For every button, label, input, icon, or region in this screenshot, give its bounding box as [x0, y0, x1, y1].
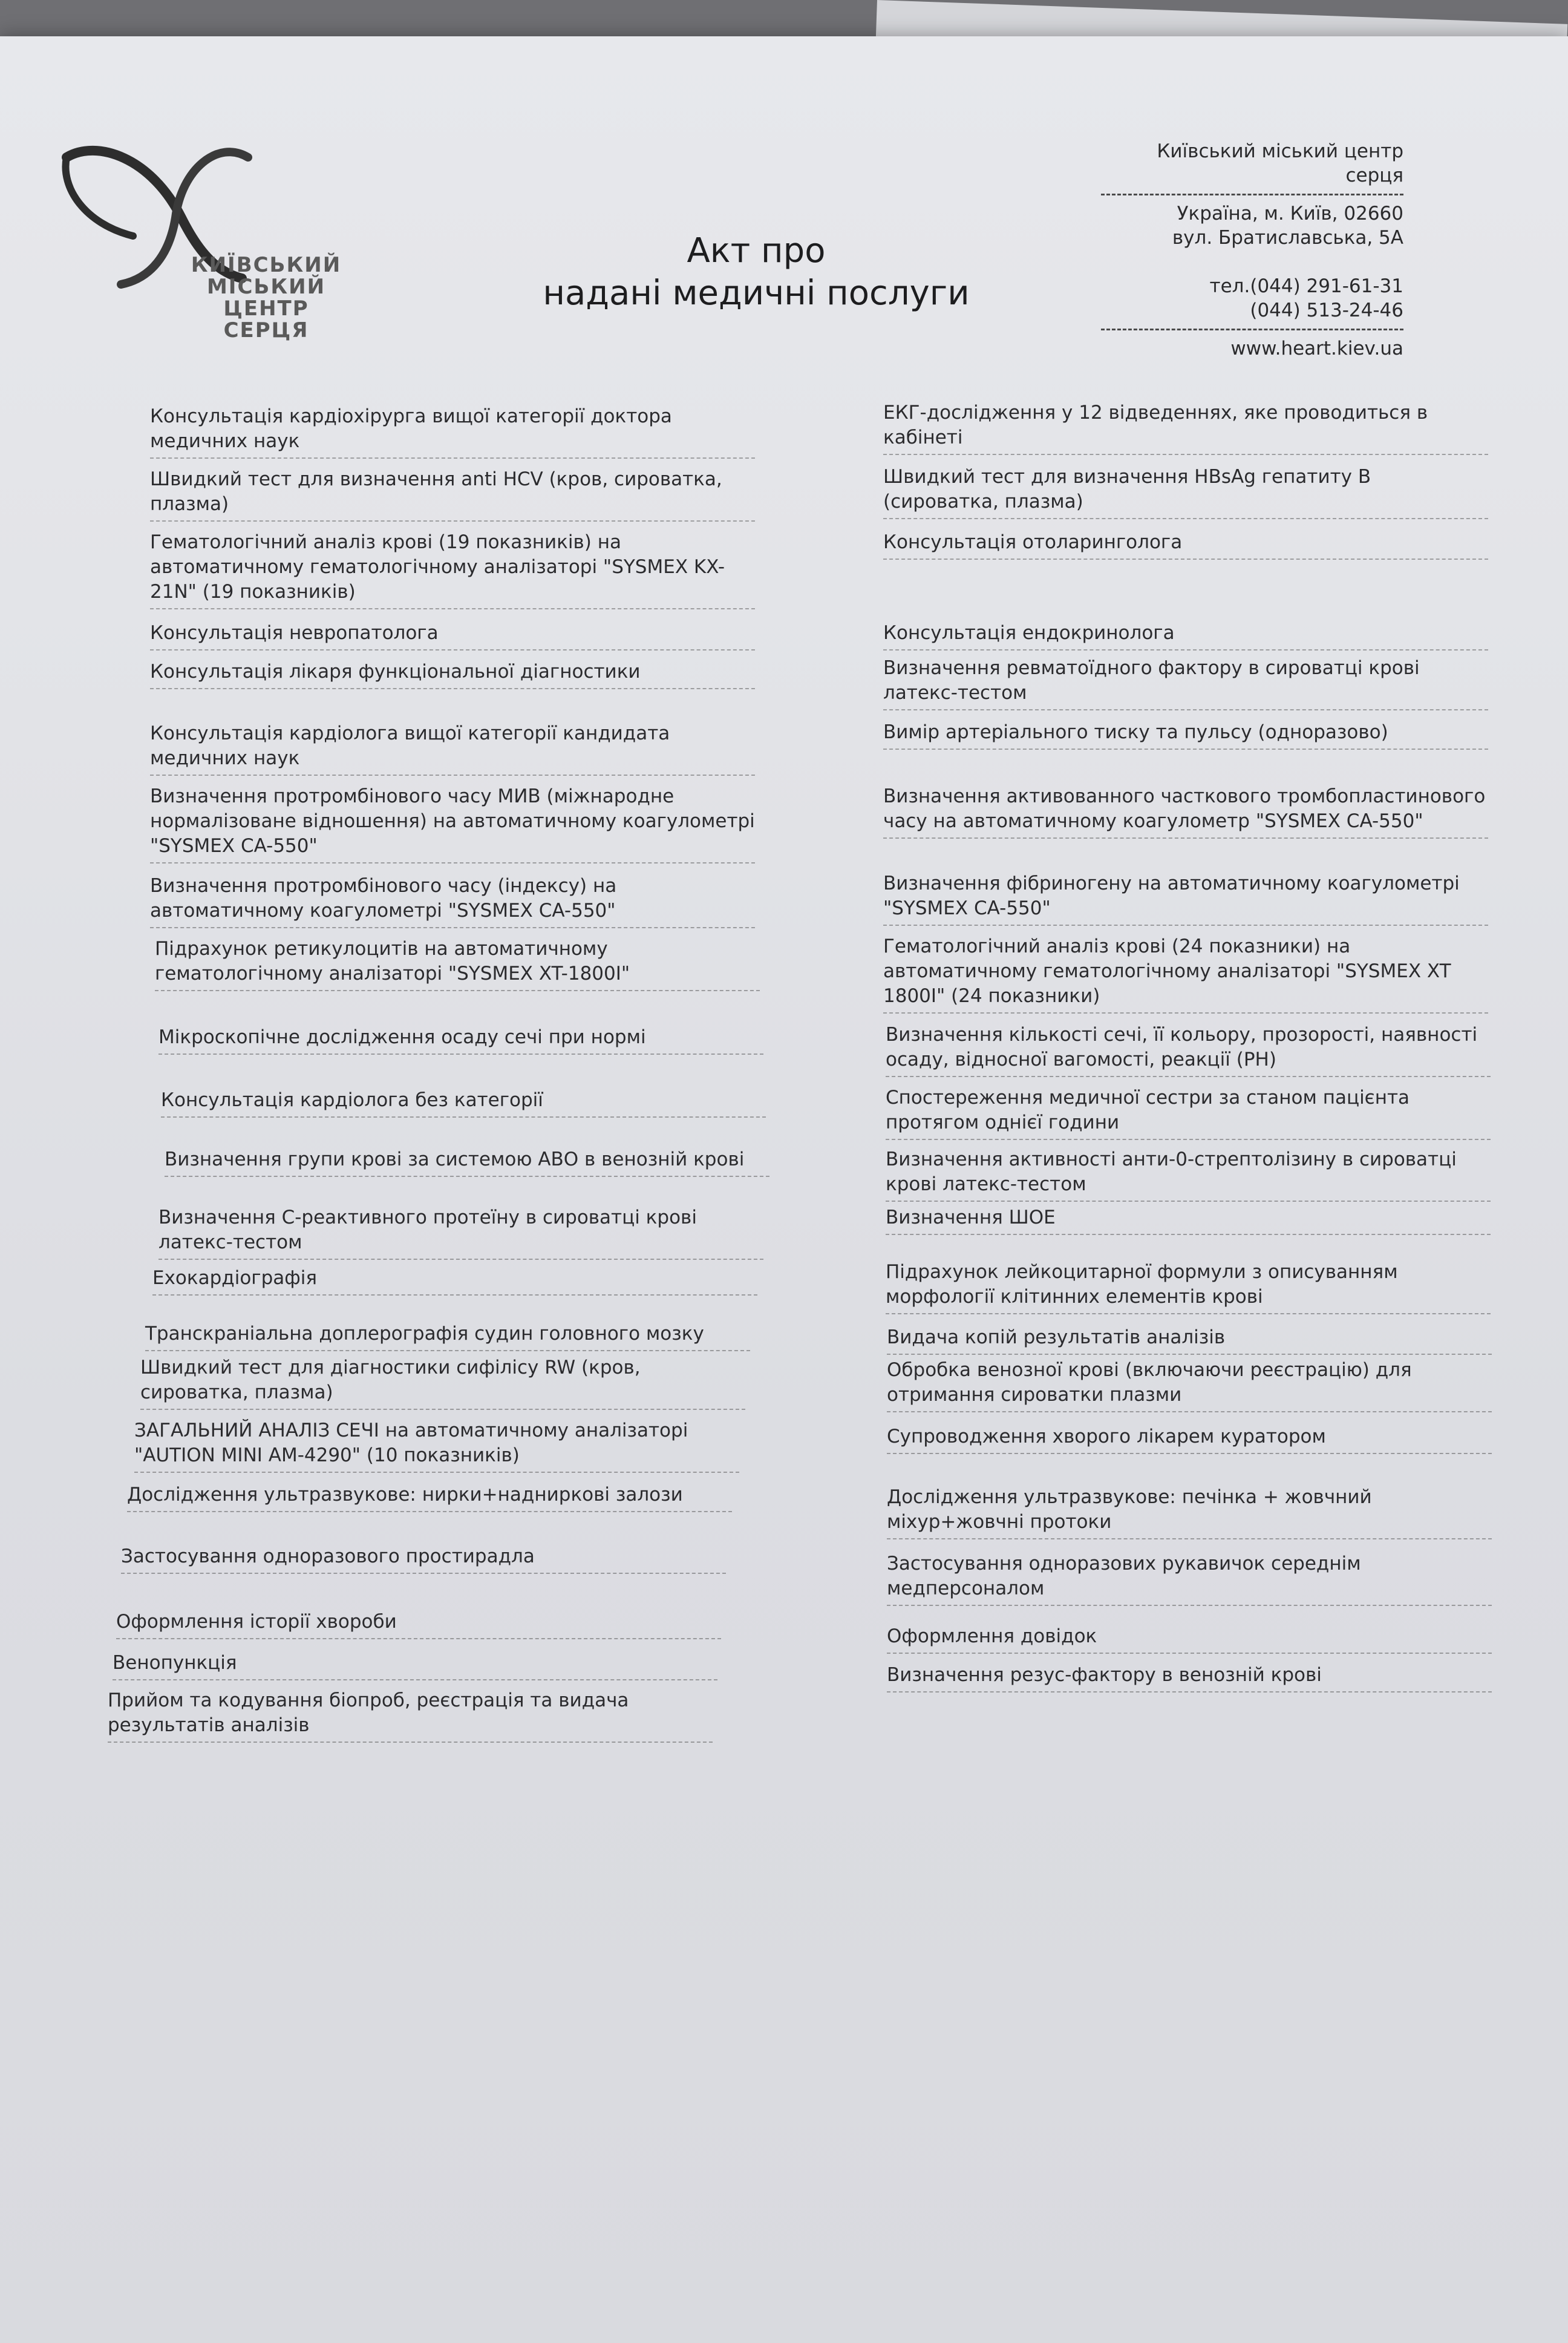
right-service-item: Визначення ШОЕ	[886, 1205, 1491, 1235]
phone-line: тел.(044) 291-61-31	[1209, 275, 1403, 297]
left-service-item: Визначення протромбінового часу МИВ (міжнародне нормалізоване відношення) на автоматичному коагулометрі "SYSMEX CA-550"	[150, 784, 755, 863]
phone-line: (044) 513-24-46	[1250, 300, 1403, 321]
left-service-item: ЗАГАЛЬНИЙ АНАЛІЗ СЕЧІ на автоматичному аналізаторі "AUTION MINI AM-4290" (10 показників)	[134, 1418, 739, 1473]
right-service-item: Супроводження хворого лікарем куратором	[887, 1424, 1492, 1454]
left-service-item: Швидкий тест для діагностики сифілісу RW (кров, сироватка, плазма)	[140, 1355, 745, 1410]
right-service-item: Визначення активованного часткового тромбопластинового часу на автоматичному коагулометр "SYSMEX CA-550"	[883, 784, 1488, 839]
left-service-item: Консультація лікаря функціональної діагностики	[150, 660, 755, 689]
website: www.heart.kiev.ua	[1230, 338, 1403, 359]
right-service-item: Застосування одноразових рукавичок середнім медперсоналом	[887, 1552, 1492, 1606]
left-service-item: Консультація невропатолога	[150, 621, 755, 650]
left-service-item: Швидкий тест для визначення anti HCV (кров, сироватка, плазма)	[150, 467, 755, 522]
right-service-item: Консультація ендокринолога	[883, 621, 1488, 650]
right-service-item: Вимір артеріального тиску та пульсу (одноразово)	[883, 720, 1488, 750]
right-service-item: Визначення ревматоїдного фактору в сироватці крові латекс-тестом	[883, 656, 1488, 710]
left-service-item: Ехокардіографія	[152, 1266, 757, 1296]
left-service-item: Транскраніальна доплерографія судин головного мозку	[145, 1322, 750, 1351]
right-service-item: Швидкий тест для визначення HBsAg гепатиту В (сироватка, плазма)	[883, 465, 1488, 519]
right-service-item: Гематологічний аналіз крові (24 показники) на автоматичному гематологічному аналізаторі "SYSMEX XT 1800I" (24 показники)	[883, 934, 1488, 1014]
left-service-item: Оформлення історії хвороби	[116, 1610, 721, 1639]
right-service-item: Видача копій результатів аналізів	[887, 1325, 1492, 1355]
right-service-item: Обробка венозної крові (включаючи реєстрацію) для отримання сироватки плазми	[887, 1358, 1492, 1412]
right-service-item: Визначення фібриногену на автоматичному коагулометрі "SYSMEX CA-550"	[883, 871, 1488, 926]
right-service-item: Визначення активності анти-0-стрептолізину в сироватці крові латекс-тестом	[886, 1147, 1491, 1202]
right-service-item: Визначення резус-фактору в венозній крові	[887, 1663, 1492, 1693]
left-service-item: Визначення С-реактивного протеїну в сироватці крові латекс-тестом	[158, 1205, 763, 1260]
left-service-item: Застосування одноразового простирадла	[121, 1544, 726, 1574]
right-service-item: Оформлення довідок	[887, 1624, 1492, 1654]
right-service-item: Підрахунок лейкоцитарної формули з описуванням морфології клітинних елементів крові	[886, 1260, 1491, 1314]
left-service-item: Консультація кардіохірурга вищої категорії доктора медичних наук	[150, 404, 755, 459]
organization-name: Київський міський центр серця	[1157, 140, 1403, 186]
address-line: вул. Братиславська, 5А	[1172, 227, 1403, 249]
right-service-item: Дослідження ультразвукове: печінка + жовчний міхур+жовчні протоки	[887, 1485, 1492, 1539]
left-service-item: Дослідження ультразвукове: нирки+надниркові залози	[127, 1483, 732, 1512]
right-service-item: Консультація отоларинголога	[883, 530, 1488, 560]
right-service-item: Спостереження медичної сестри за станом пацієнта протягом однієї години	[886, 1086, 1491, 1140]
address-line: Україна, м. Київ, 02660	[1177, 203, 1403, 224]
logo-text-line: КИЇВСЬКИЙ	[191, 253, 342, 277]
right-service-item: Визначення кількості сечі, її кольору, прозорості, наявності осаду, відносної вагомості, реакції (PH)	[886, 1023, 1491, 1077]
logo-text-line: МІСЬКИЙ	[206, 275, 326, 299]
left-service-item: Мікроскопічне дослідження осаду сечі при нормі	[158, 1025, 763, 1055]
left-service-item: Прийом та кодування біопроб, реєстрація та видача результатів аналізів	[108, 1688, 713, 1743]
logo-text-line: ЦЕНТР	[223, 297, 309, 321]
left-service-item: Визначення групи крові за системою АВО в венозній крові	[165, 1147, 769, 1177]
title-line: надані медичні послуги	[543, 274, 970, 313]
left-service-item: Підрахунок ретикулоцитів на автоматичному гематологічному аналізаторі "SYSMEX XT-1800I"	[155, 937, 760, 991]
left-service-item: Консультація кардіолога без категорії	[161, 1088, 766, 1118]
left-service-item: Венопункція	[113, 1651, 717, 1680]
right-service-item: ЕКГ-дослідження у 12 відведеннях, яке проводиться в кабінеті	[883, 401, 1488, 455]
title-line: Акт про	[687, 231, 826, 270]
left-service-item: Консультація кардіолога вищої категорії кандидата медичних наук	[150, 721, 755, 776]
left-service-item: Визначення протромбінового часу (індексу) на автоматичному коагулометрі "SYSMEX CA-550"	[150, 874, 755, 928]
logo-text-line: СЕРЦЯ	[223, 318, 309, 342]
left-service-item: Гематологічний аналіз крові (19 показників) на автоматичному гематологічному аналізаторі "SYSMEX KX-21N" (19 показників)	[150, 530, 755, 609]
